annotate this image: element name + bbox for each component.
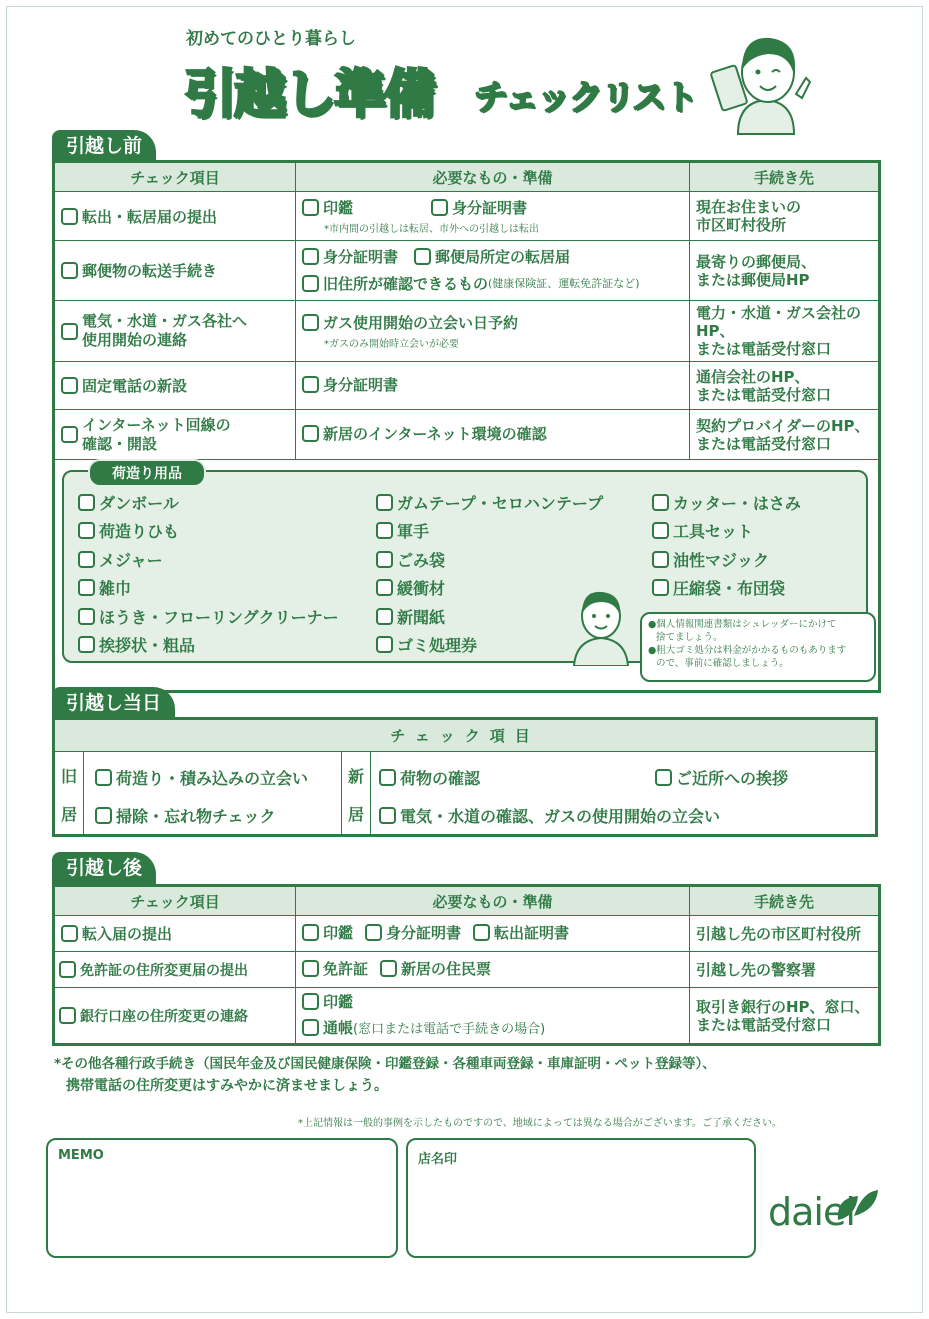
packing-item: カッター・はさみ [673, 493, 801, 513]
needs-item: ガス使用開始の立会い日予約 [323, 314, 519, 332]
checkbox[interactable] [78, 551, 95, 568]
list-item [652, 488, 801, 517]
checkbox[interactable] [376, 579, 393, 596]
packing-item: ごみ袋 [397, 550, 446, 570]
packing-item: 油性マジック [673, 550, 770, 570]
needs-note: (窓口または電話で手続きの場合) [353, 1022, 546, 1037]
header-subtitle: 初めてのひとり暮らし [186, 29, 356, 49]
dest-line: 最寄りの郵便局、 [696, 252, 817, 271]
checkbox[interactable] [78, 579, 95, 596]
old-home-label [55, 758, 83, 834]
checkbox[interactable] [78, 522, 95, 539]
list-item [652, 545, 801, 574]
table-row [54, 410, 880, 460]
needs-item: 旧住所が確認できるもの [323, 274, 489, 293]
checkbox[interactable] [302, 275, 319, 292]
needs-item: 新居の住民票 [401, 960, 492, 978]
mascot-illustration [708, 24, 818, 136]
checkbox[interactable] [380, 960, 397, 977]
list-item [78, 517, 339, 546]
checkbox[interactable] [473, 924, 490, 941]
list-item [655, 766, 788, 789]
dest-line: または電話受付窓口 [696, 340, 832, 358]
table-row [54, 241, 880, 301]
table-row [54, 192, 880, 241]
needs-note: *市内間の引越しは転居、市外への引越しは転出 [324, 224, 539, 235]
list-item [95, 804, 276, 827]
new-home-label [342, 758, 370, 834]
check-item: インターネット回線の [82, 415, 231, 434]
table-row [54, 916, 880, 952]
checkbox[interactable] [302, 425, 319, 442]
check-item: 電気・水道・ガス各社へ [82, 312, 248, 330]
check-item: 免許証の住所変更届の提出 [80, 962, 248, 979]
checkbox[interactable] [376, 608, 393, 625]
packing-item: ゴミ処理券 [397, 636, 478, 656]
section-tab-day: 引越し当日 [52, 687, 175, 719]
needs-item: 転出証明書 [494, 924, 570, 942]
list-item [652, 574, 801, 603]
checkbox[interactable] [61, 262, 78, 279]
dest-line: 市区町村役所 [696, 216, 787, 234]
packing-column-3 [652, 488, 801, 602]
needs-item: 身分証明書 [452, 199, 528, 217]
col-header-dest: 手続き先 [690, 162, 880, 192]
needs-item: 身分証明書 [386, 924, 462, 942]
check-item: 使用開始の連絡 [82, 331, 188, 349]
old-home-char: 居 [60, 805, 77, 824]
day-item: 掃除・忘れ物チェック [116, 807, 276, 826]
tip-text: ●個人情報関連書類はシュレッダーにかけて [648, 619, 837, 630]
checkbox[interactable] [302, 924, 319, 941]
page-title: 引越し準備 [184, 65, 435, 125]
dest-line: 通信会社のHP、 [696, 367, 810, 386]
checkbox[interactable] [414, 248, 431, 265]
checkbox[interactable] [379, 769, 396, 786]
check-item: 転入届の提出 [82, 925, 173, 943]
needs-note: (健康保険証、運転免許証など) [488, 277, 640, 290]
list-item [652, 517, 801, 546]
checkbox[interactable] [61, 925, 78, 942]
brand-logo: daiei [768, 1190, 855, 1234]
checkbox[interactable] [95, 769, 112, 786]
memo-label: MEMO [58, 1148, 104, 1163]
check-item: 銀行口座の住所変更の連絡 [80, 1008, 248, 1025]
day-item: 荷造り・積み込みの立会い [116, 769, 309, 788]
stamp-box [406, 1138, 756, 1258]
moving-day-table [52, 717, 878, 837]
checkbox[interactable] [61, 208, 78, 225]
needs-note: *ガスのみ開始時立会いが必要 [324, 339, 459, 350]
footnote-line: *その他各種行政手続き（国民年金及び国民健康保険・印鑑登録・各種車両登録・車庫証明・ペット登録等）、 [54, 1056, 716, 1072]
day-item: 電気・水道の確認、ガスの使用開始の立会い [400, 807, 721, 826]
col-header-check: チェック項目 [54, 886, 296, 916]
packing-column-1 [78, 488, 339, 659]
list-item [78, 545, 339, 574]
dest-line: 現在お住まいの [696, 198, 802, 216]
packing-item: 挨拶状・粗品 [99, 636, 196, 656]
tip-text: ので、事前に確認しましょう。 [656, 658, 789, 669]
col-header-check: チェック項目 [55, 720, 875, 752]
old-home-char: 旧 [60, 767, 77, 786]
memo-box[interactable] [46, 1138, 398, 1258]
dest-line: または郵便局HP [696, 270, 810, 289]
dest-line: 引越し先の市区町村役所 [696, 924, 862, 943]
helper-illustration [566, 584, 636, 666]
disclaimer: *上記情報は一般的事例を示したものですので、地域によっては異なる場合がございます。ご了承ください。 [298, 1118, 782, 1129]
checkbox[interactable] [652, 551, 669, 568]
checkbox[interactable] [431, 199, 448, 216]
checkbox[interactable] [78, 494, 95, 511]
checkbox[interactable] [302, 960, 319, 977]
list-item [78, 574, 339, 603]
tip-bubble [640, 612, 876, 682]
table-row [54, 362, 880, 410]
section-tab-after: 引越し後 [52, 852, 156, 884]
checkbox[interactable] [376, 636, 393, 653]
checkbox[interactable] [376, 494, 393, 511]
list-item [78, 602, 339, 631]
day-item: ご近所への挨拶 [676, 769, 789, 788]
packing-item: 新聞紙 [397, 607, 446, 627]
checkbox[interactable] [61, 426, 78, 443]
checkbox[interactable] [652, 494, 669, 511]
dest-line: または電話受付窓口 [696, 385, 832, 404]
tip-text: ●粗大ゴミ処分は料金がかかるものもあります [648, 645, 847, 656]
packing-item: 圧縮袋・布団袋 [673, 579, 786, 599]
packing-item: 緩衝材 [397, 579, 446, 599]
check-item: 郵便物の転送手続き [82, 262, 218, 280]
checkbox[interactable] [379, 807, 396, 824]
packing-label: 荷造り用品 [88, 459, 206, 487]
day-item: 荷物の確認 [400, 769, 481, 788]
checkbox[interactable] [655, 769, 672, 786]
table-row [54, 988, 880, 1045]
checkbox[interactable] [302, 376, 319, 393]
list-item [78, 631, 339, 660]
list-item [379, 766, 480, 789]
needs-item: 郵便局所定の転居届 [435, 247, 571, 266]
page-title-sub: チェックリスト [474, 78, 697, 118]
check-item: 転出・転居届の提出 [82, 207, 218, 226]
table-row [54, 952, 880, 988]
checkbox[interactable] [61, 377, 78, 394]
after-table [52, 884, 881, 1046]
list-item [376, 488, 603, 517]
dest-line: 電力・水道・ガス会社のHP、 [696, 304, 862, 340]
packing-item: 工具セット [673, 522, 754, 542]
checkbox[interactable] [78, 636, 95, 653]
footnote-line: 携帯電話の住所変更はすみやかに済ませましょう。 [66, 1078, 388, 1094]
table-row [54, 301, 880, 362]
checkbox[interactable] [302, 314, 319, 331]
list-item [95, 766, 308, 789]
divider [83, 752, 84, 834]
checkbox[interactable] [376, 522, 393, 539]
check-item: 確認・開設 [82, 434, 158, 453]
needs-item: 新居のインターネット環境の確認 [323, 425, 547, 443]
needs-item: 免許証 [323, 960, 369, 978]
section-tab-before: 引越し前 [52, 130, 156, 162]
checkbox[interactable] [302, 199, 319, 216]
new-home-char: 居 [347, 805, 364, 824]
check-item: 固定電話の新設 [82, 377, 188, 395]
stamp-label: 店名印 [418, 1152, 458, 1167]
checkbox[interactable] [59, 1007, 76, 1024]
tip-text: 捨てましょう。 [656, 632, 723, 643]
col-header-needs: 必要なもの・準備 [296, 162, 690, 192]
col-header-check: チェック項目 [54, 162, 296, 192]
dest-line: または電話受付窓口 [696, 1015, 832, 1034]
needs-item: 身分証明書 [323, 376, 399, 394]
needs-item: 印鑑 [323, 199, 354, 217]
new-home-char: 新 [347, 767, 364, 786]
list-item [78, 488, 339, 517]
packing-item: メジャー [99, 550, 163, 570]
dest-line: 引越し先の警察署 [696, 960, 817, 979]
checkbox[interactable] [95, 807, 112, 824]
checkbox[interactable] [652, 522, 669, 539]
checkbox[interactable] [302, 248, 319, 265]
checkbox[interactable] [376, 551, 393, 568]
packing-item: ほうき・フローリングクリーナー [99, 607, 339, 627]
checkbox[interactable] [61, 323, 78, 340]
list-item [376, 517, 603, 546]
dest-line: 契約プロバイダーのHP、 [696, 416, 870, 435]
list-item [379, 804, 720, 827]
packing-item: 荷造りひも [99, 522, 180, 542]
col-header-dest: 手続き先 [690, 886, 880, 916]
divider [370, 752, 371, 834]
needs-item: 通帳 [323, 1019, 354, 1037]
packing-item: 軍手 [397, 522, 430, 542]
needs-item: 身分証明書 [323, 247, 399, 266]
needs-item: 印鑑 [323, 924, 354, 942]
checkbox[interactable] [302, 1019, 319, 1036]
checkbox[interactable] [59, 961, 76, 978]
dest-line: または電話受付窓口 [696, 434, 832, 453]
packing-item: ダンボール [99, 493, 179, 513]
dest-line: 取引き銀行のHP、窓口、 [696, 997, 870, 1016]
checkbox[interactable] [78, 608, 95, 625]
list-item [376, 545, 603, 574]
checkbox[interactable] [652, 579, 669, 596]
packing-item: ガムテープ・セロハンテープ [397, 493, 604, 513]
needs-item: 印鑑 [323, 993, 354, 1011]
checkbox[interactable] [302, 993, 319, 1010]
col-header-needs: 必要なもの・準備 [296, 886, 690, 916]
checkbox[interactable] [365, 924, 382, 941]
packing-item: 雑巾 [99, 579, 132, 599]
